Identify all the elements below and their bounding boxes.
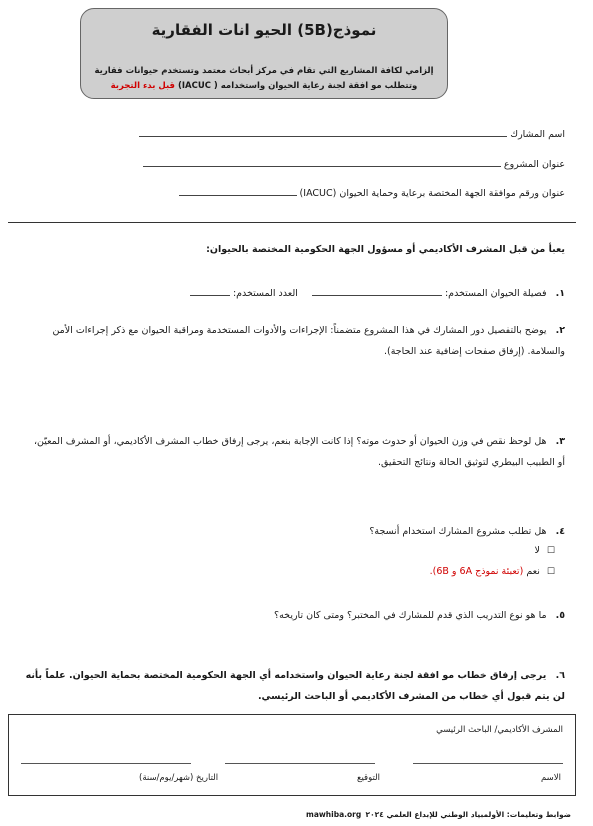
- count-input[interactable]: [190, 287, 230, 296]
- option-yes-note: (تعبئة نموذج 6A و 6B).: [429, 566, 524, 577]
- question-5-text: ما هو نوع التدريب الذي قدم للمشارك في المختبر؟ ومتى كان تاريخه؟: [274, 610, 547, 621]
- instruction-text: يعبأ من قبل المشرف الأكاديمي أو مسؤول الجهة الحكومية المختصة بالحيوان:: [206, 244, 565, 255]
- question-5-number: ٥.: [555, 610, 565, 621]
- form-description-red-note: قبل بدء التجربة: [110, 81, 175, 91]
- count-label: العدد المستخدم:: [232, 288, 298, 299]
- species-label: فصيلة الحيوان المستخدم:: [444, 288, 547, 299]
- participant-name-label: اسم المشارك: [510, 129, 565, 140]
- project-title-label: عنوان المشروع: [503, 159, 565, 170]
- date-line[interactable]: [21, 763, 191, 764]
- question-4: [25, 521, 565, 542]
- form-header-box: [80, 8, 448, 99]
- question-1-number: ١.: [555, 288, 565, 299]
- form-description-line2-text: وتتطلب مو افقة لجنة رعاية الحيوان واستخدامه ( IACUC): [177, 81, 418, 91]
- question-6-text: يرجى إرفاق خطاب مو افقة لجنة رعاية الحيوان واستخدامه أي الجهة الحكومية المختصة بحماية الحيوان. علماً بأنه لن يتم قبول أي خطاب من المشرف الأكاديمي أو الباحث الرئيسي.: [25, 670, 565, 702]
- option-yes-label: نعم: [526, 566, 540, 577]
- option-no[interactable]: [534, 545, 555, 556]
- footer-guidelines: ضوابط وتعليمات: الأولمبياد الوطني للإبداع العلمي ٢٠٢٤: [365, 810, 571, 819]
- participant-name-input[interactable]: [139, 128, 507, 137]
- date-label: التاريخ (شهر/يوم/سنة): [139, 773, 219, 783]
- checkbox-icon[interactable]: ☐: [546, 546, 555, 556]
- checkbox-icon[interactable]: ☐: [546, 567, 555, 577]
- question-5: [25, 605, 565, 626]
- option-yes[interactable]: [430, 566, 555, 577]
- question-3-number: ٣.: [555, 436, 565, 447]
- signature-title: المشرف الأكاديمي/ الباحث الرئيسي: [436, 725, 563, 735]
- signature-line[interactable]: [225, 763, 375, 764]
- signature-box: [8, 714, 576, 796]
- approval-field: [179, 187, 565, 199]
- question-1: [25, 283, 565, 304]
- question-4-text: هل تطلب مشروع المشارك استخدام أنسجة؟: [369, 526, 547, 537]
- species-input[interactable]: [312, 287, 442, 296]
- project-title-field: [143, 158, 565, 170]
- question-3-text: هل لوحظ نقص في وزن الحيوان أو حدوث موته؟ إذا كانت الإجابة بنعم، يرجى إرفاق خطاب المشرف الأكاديمي، أو المشرف المعيّن، أو الطبيب البيطري لتوثيق الحالة ونتائج التحقيق.: [33, 436, 565, 468]
- question-6: [25, 665, 565, 707]
- name-label: الاسم: [541, 773, 561, 783]
- question-6-number: ٦.: [555, 670, 565, 681]
- section-divider: [8, 222, 576, 223]
- form-description-line1: إلزامي لكافة المشاريع التي تقام في مركز أبحاث معتمد وتستخدم حيوانات فقارية: [94, 66, 434, 76]
- question-2-number: ٢.: [555, 325, 565, 336]
- approval-label: عنوان ورقم موافقة الجهة المختصة برعاية وحماية الحيوان (IACUC): [299, 188, 565, 199]
- approval-input[interactable]: [179, 187, 297, 196]
- form-description-line2: [81, 79, 447, 94]
- question-2-text: يوضح بالتفصيل دور المشارك في هذا المشروع متضمناً: الإجراءات والأدوات المستخدمة ومراقبة الحيوان مع ذكر إجراءات الأمن والسلامة. (إرفاق صفحات إضافية عند الحاجة).: [52, 325, 565, 357]
- form-description: [81, 64, 447, 94]
- form-title: نموذج(5B) الحيو انات الفقارية: [151, 21, 377, 39]
- question-2: [25, 320, 565, 362]
- question-4-number: ٤.: [555, 526, 565, 537]
- signature-label: التوقيع: [356, 773, 380, 783]
- name-line[interactable]: [413, 763, 563, 764]
- project-title-input[interactable]: [143, 158, 501, 167]
- participant-name-field: [139, 128, 565, 140]
- question-3: [25, 431, 565, 473]
- footer-website: mawhiba.org: [306, 810, 362, 819]
- option-no-label: لا: [534, 545, 540, 556]
